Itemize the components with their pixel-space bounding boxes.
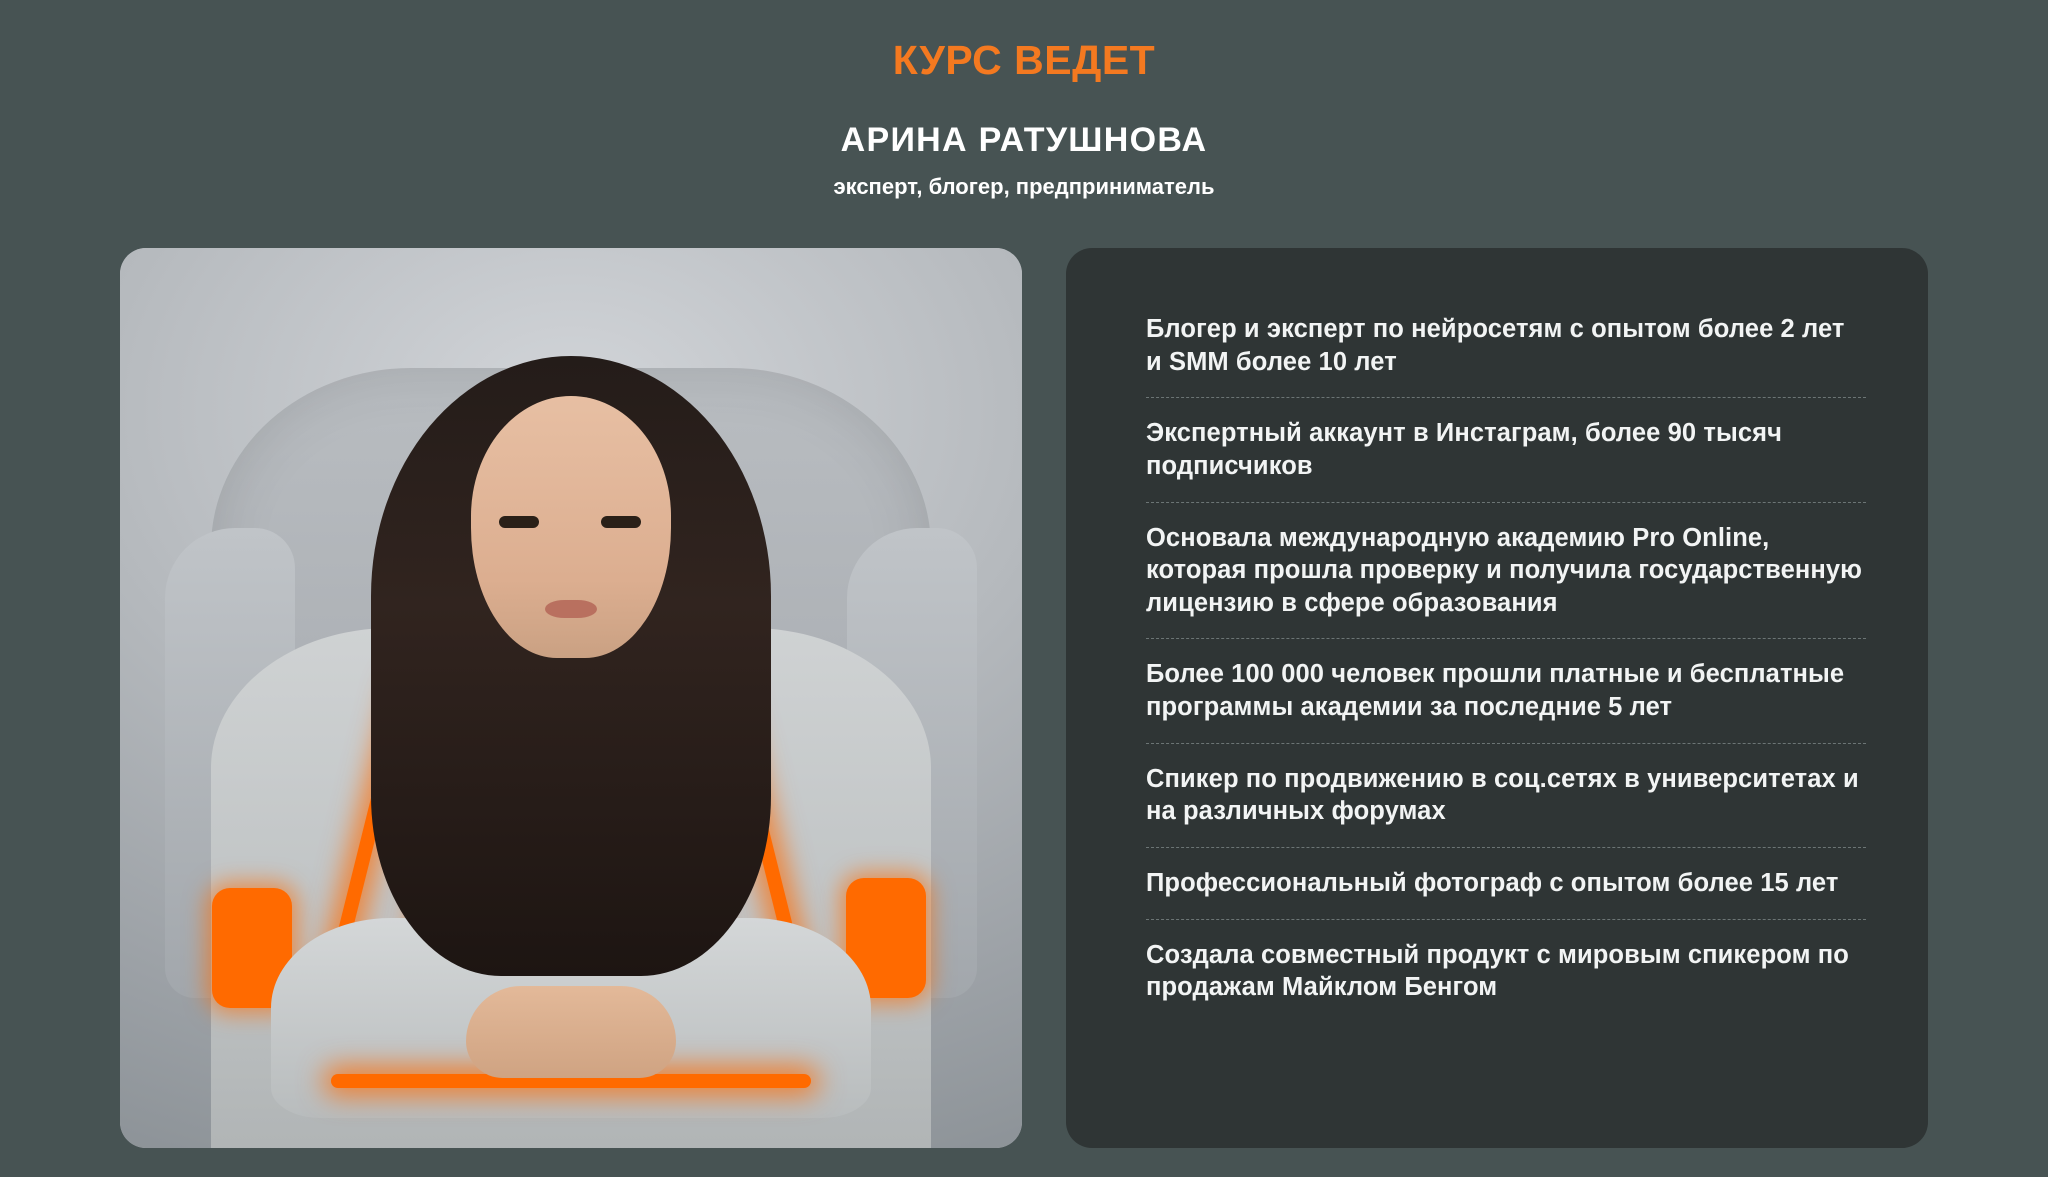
kicker-title: КУРС ВЕДЕТ xyxy=(892,37,1156,83)
list-item: Более 100 000 человек прошли платные и бесплатные программы академии за последние 5 лет xyxy=(1146,639,1866,743)
slide-content xyxy=(0,248,2048,1148)
lips-shape xyxy=(545,600,597,618)
list-item: Блогер и эксперт по нейросетям с опытом более 2 лет и SMM более 10 лет xyxy=(1146,294,1866,398)
list-item: Экспертный аккаунт в Инстаграм, более 90 тысяч подписчиков xyxy=(1146,398,1866,502)
person-role: эксперт, блогер, предприниматель xyxy=(833,174,1215,200)
facts-panel xyxy=(1066,248,1928,1148)
eye-left xyxy=(499,516,539,528)
list-item: Создала совместный продукт с мировым спикером по продажам Майклом Бенгом xyxy=(1146,940,1849,1002)
hands-shape xyxy=(466,986,676,1078)
list-item: Профессиональный фотограф с опытом более 15 лет xyxy=(1146,848,1866,920)
page-title: АРИНА РАТУШНОВА xyxy=(840,121,1208,160)
slide-header xyxy=(0,0,2048,200)
list-item: Основала международную академию Pro Online, которая прошла проверку и получила государственную лицензию в сфере образования xyxy=(1146,503,1866,640)
list-item: Спикер по продвижению в соц.сетях в университетах и на различных форумах xyxy=(1146,744,1866,848)
eye-right xyxy=(601,516,641,528)
speaker-photo xyxy=(120,248,1022,1148)
